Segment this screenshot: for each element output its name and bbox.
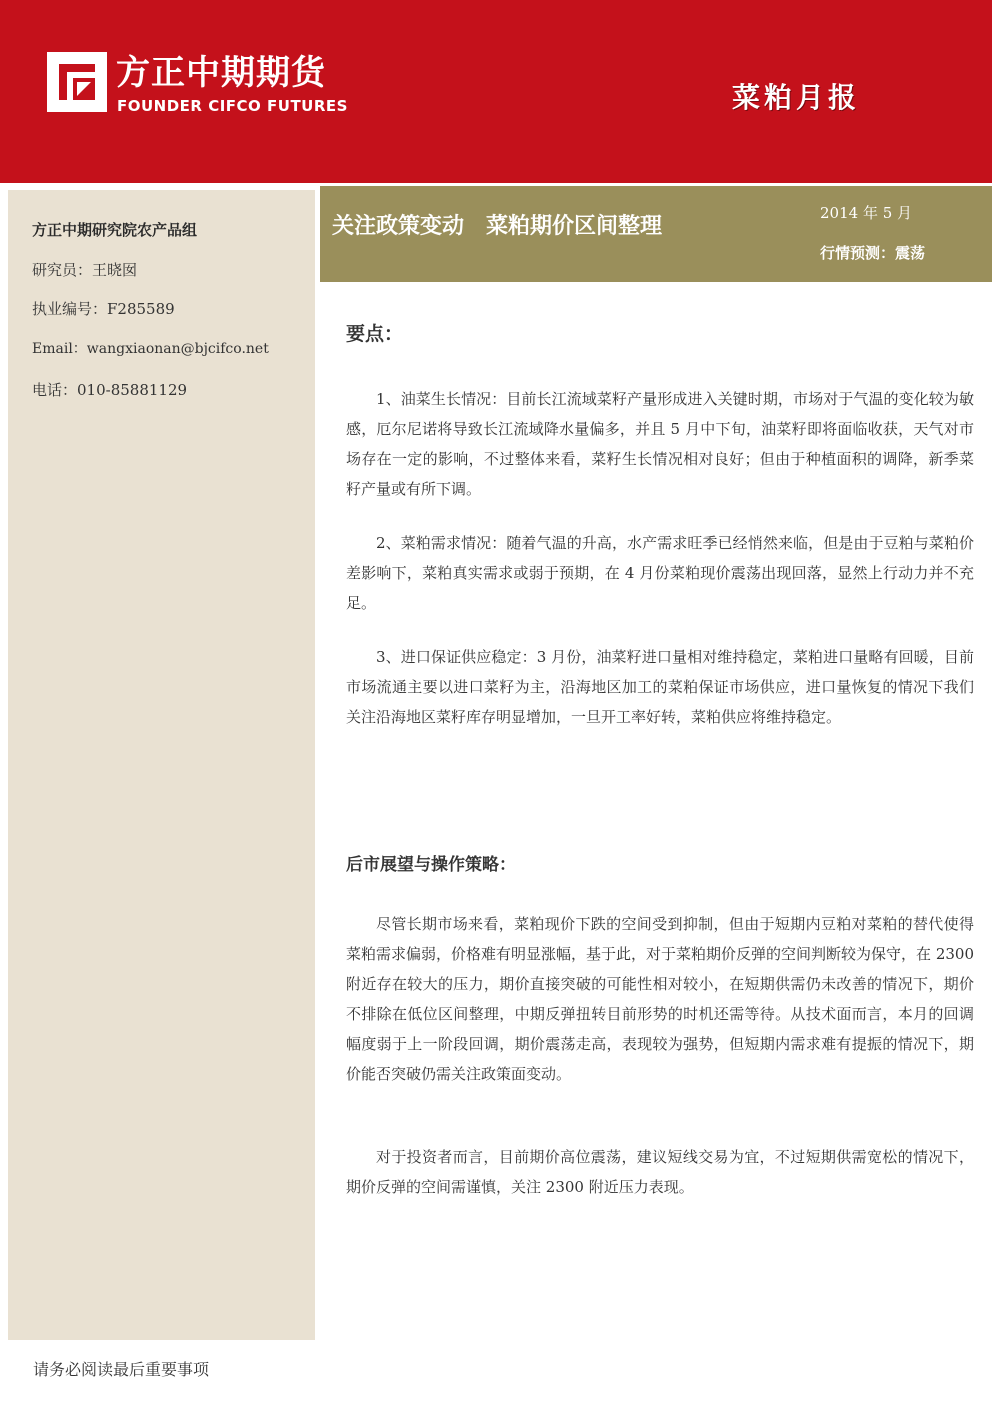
founder-logo-icon [47,52,107,112]
outlook-heading: 后市展望与操作策略： [346,855,516,875]
market-forecast: 行情预测：震荡 [820,244,926,262]
analyst-name: 研究员：王晓囡 [32,261,138,279]
outlook-paragraph: 对于投资者而言，目前期价高位震荡，建议短线交易为宜，不过短期供需宽松的情况下，期价反弹的空间需谨慎，关注 2300 附近压力表现。 [346,1148,974,1196]
key-point-item: 1、油菜生长情况：目前长江流域菜籽产量形成进入关键时期，市场对于气温的变化较为敏感，厄尔尼诺将导致长江流域降水量偏多，并且 5 月中下旬，油菜籽即将面临收获，天气对市场存在一定的影响，不过整体来看，菜籽生长情况相对良好；但由于种植面积的调降，新季菜籽产量或有所下调。 [346,390,974,498]
outlook-paragraph: 尽管长期市场来看，菜粕现价下跌的空间受到抑制，但由于短期内豆粕对菜粕的替代使得菜粕需求偏弱，价格难有明显涨幅，基于此，对于菜粕期价反弹的空间判断较为保守，在 2300 附近存在较大的压力，期价直接突破的可能性相对较小，在短期供需仍未改善的情况下，期价不排除在低位区间整理，中期反弹扭转目前形势的时机还需等待。从技术面而言，本月的回调幅度弱于上一阶段回调，期价震荡走高，表现较为强势，但短期内需求难有提振的情况下，期价能否突破仍需关注政策面变动。 [346,915,974,1083]
key-point-item: 3、进口保证供应稳定：3 月份，油菜籽进口量相对维持稳定，菜粕进口量略有回暖，目前市场流通主要以进口菜籽为主，沿海地区加工的菜粕保证市场供应，进口量恢复的情况下我们关注沿海地区菜籽库存明显增加，一旦开工率好转，菜粕供应将维持稳定。 [346,648,974,726]
report-type-title: 菜粕月报 [732,81,861,114]
report-date: 2014 年 5 月 [820,204,913,222]
report-header [0,0,992,183]
author-sidebar [8,190,315,1340]
key-point-item: 2、菜粕需求情况：随着气温的升高，水产需求旺季已经悄然来临，但是由于豆粕与菜粕价差影响下，菜粕真实需求或弱于预期，在 4 月份菜粕现价震荡出现回落，显然上行动力并不充足。 [346,534,974,612]
analyst-phone: 电话：010-85881129 [32,381,188,399]
company-name-cn: 方正中期期货 [116,53,326,93]
company-name-en: FOUNDER CIFCO FUTURES [117,97,348,115]
key-points-heading: 要点： [346,323,404,345]
disclaimer-note: 请务必阅读最后重要事项 [33,1360,210,1379]
analyst-email: Email：wangxiaonan@bjcifco.net [32,341,269,357]
report-headline: 关注政策变动 菜粕期价区间整理 [332,214,663,239]
license-number: 执业编号：F285589 [32,300,175,318]
title-banner [320,186,992,282]
research-group: 方正中期研究院农产品组 [32,221,198,239]
